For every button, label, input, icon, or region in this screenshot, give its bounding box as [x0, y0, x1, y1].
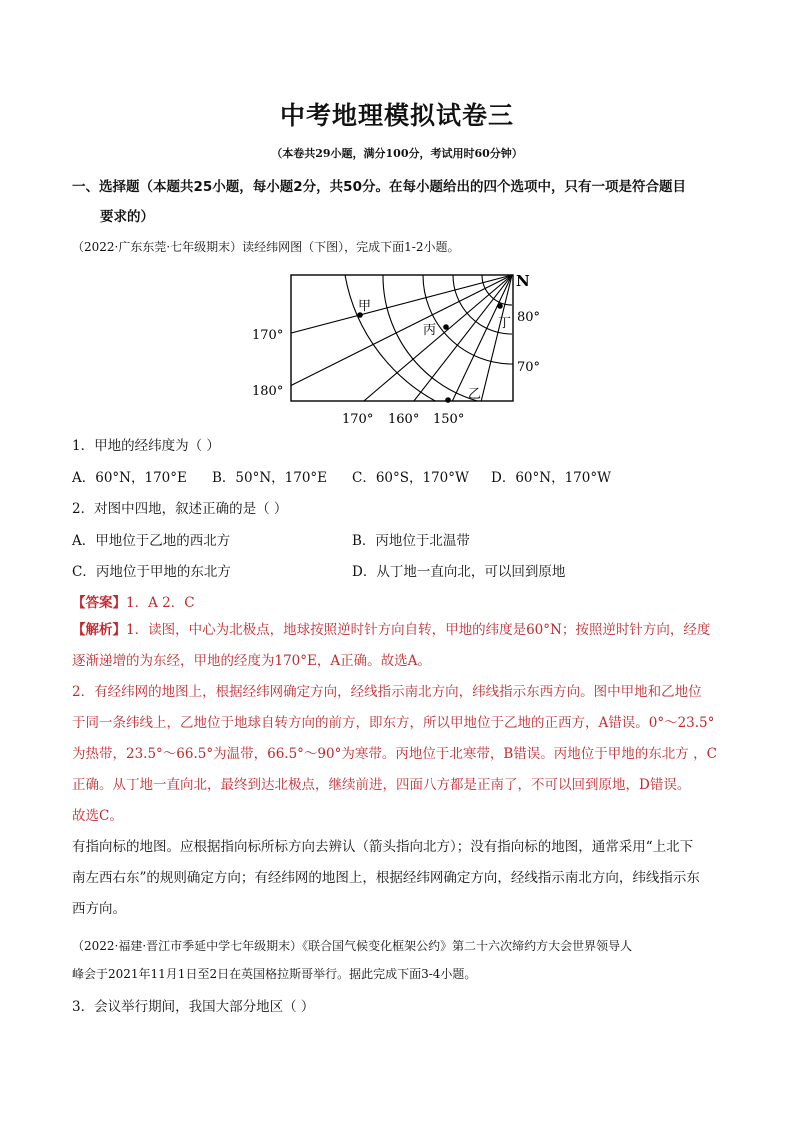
analysis-line: 正确。从丁地一直向北，最终到达北极点，继续前进，四面八方都是正南了，不可以回到原地，D错误。: [72, 777, 691, 793]
answer-tag: 【答案】: [72, 595, 126, 611]
bottom-label-170: 170°: [342, 412, 374, 427]
analysis-line: 2．有经纬网的地图上，根据经纬网确定方向，经线指示南北方向，纬线指示东西方向。图中甲地和乙地位: [72, 684, 702, 700]
page-title: 中考地理模拟试卷三: [279, 101, 514, 130]
point-ding: [497, 303, 503, 309]
analysis-line: 【解析】1．读图，中心为北极点，地球按照逆时针方向自转，甲地的纬度是60°N；按照逆时针方向，经度: [72, 622, 711, 638]
lat-label-70: 70°: [517, 360, 541, 375]
graticule-figure: [240, 266, 560, 436]
meridian-line: [280, 275, 512, 336]
section-heading-line2: 要求的）: [100, 209, 154, 225]
analysis-block: [72, 615, 717, 832]
point-label-yi: 乙: [468, 387, 482, 402]
figure-frame: [291, 275, 513, 401]
q2-option-c[interactable]: C．丙地位于甲地的东北方: [72, 564, 231, 580]
bottom-label-160: 160°: [388, 412, 420, 427]
q1-option-c[interactable]: C．60°S，170°W: [352, 470, 469, 486]
point-label-ding: 丁: [498, 316, 512, 331]
group2-source-line2: 峰会于2021年11月1日至2日在英国格拉斯哥举行。据此完成下面3-4小题。: [72, 967, 477, 981]
point-label-bing: 丙: [423, 323, 437, 338]
q2-option-b[interactable]: B．丙地位于北温带: [352, 533, 470, 549]
note-line: 西方向。: [72, 901, 126, 917]
north-label: N: [516, 272, 530, 290]
left-label-180: 180°: [252, 384, 284, 399]
analysis-line: 故选C。: [72, 808, 123, 824]
parallel-arc: [383, 275, 513, 406]
answer-line: [72, 591, 195, 611]
q3-stem: 3．会议举行期间，我国大部分地区（ ）: [72, 999, 315, 1015]
analysis-line: 于同一条纬线上，乙地位于地球自转方向的前方，即东方，所以甲地位于乙地的正西方，A错误。0°～23.5°: [72, 715, 715, 731]
analysis-line: 为热带，23.5°～66.5°为温带，66.5°～90°为寒带。丙地位于北寒带，B错误。丙地位于甲地的东北方 ，C: [72, 746, 717, 762]
parallel-arc: [345, 275, 445, 406]
group2-source-line1: （2022·福建·晋江市季延中学七年级期末）《联合国气候变化框架公约》第二十六次缔约方大会世界领导人: [72, 939, 633, 953]
note-block: [72, 832, 700, 925]
q2-stem: 2．对图中四地，叙述正确的是（ ）: [72, 501, 288, 517]
page-subtitle: （本卷共29小题，满分100分，考试用时60分钟）: [271, 147, 523, 160]
note-line: 南左西右东”的规则确定方向；有经纬网的地图上，根据经纬网确定方向，经线指示南北方向，纬线指示东: [72, 870, 700, 886]
group1-source: （2022·广东东莞·七年级期末）读经纬网图（下图），完成下面1-2小题。: [72, 240, 460, 254]
analysis-tag: 【解析】: [72, 622, 126, 638]
bottom-label-150: 150°: [433, 412, 465, 427]
q2-option-d[interactable]: D．从丁地一直向北，可以回到原地: [352, 564, 566, 580]
q2-option-a[interactable]: A．甲地位于乙地的西北方: [72, 533, 231, 549]
analysis-line: 逐渐递增的为东经，甲地的经度为170°E，A正确。故选A。: [72, 653, 431, 669]
meridian-line: [480, 275, 512, 406]
q1-option-d[interactable]: D．60°N，170°W: [491, 470, 611, 486]
q1-stem: 1．甲地的经纬度为（ ）: [72, 438, 220, 454]
q1-option-a[interactable]: A．60°N，170°E: [72, 470, 187, 486]
left-label-170: 170°: [252, 328, 284, 343]
answer-text: 1．A 2．C: [126, 595, 195, 611]
point-yi: [445, 397, 451, 403]
section-heading-line1: 一、选择题（本题共25小题，每小题2分，共50分。在每小题给出的四个选项中，只有一项是符合题目: [72, 179, 686, 195]
q1-option-b[interactable]: B．50°N，170°E: [212, 470, 328, 486]
note-line: 有指向标的地图。应根据指向标所标方向去辨认（箭头指向北方）；没有指向标的地图，通常采用“上北下: [72, 839, 694, 855]
point-label-jia: 甲: [358, 299, 372, 314]
lat-label-80: 80°: [517, 310, 541, 325]
point-bing: [443, 324, 449, 330]
